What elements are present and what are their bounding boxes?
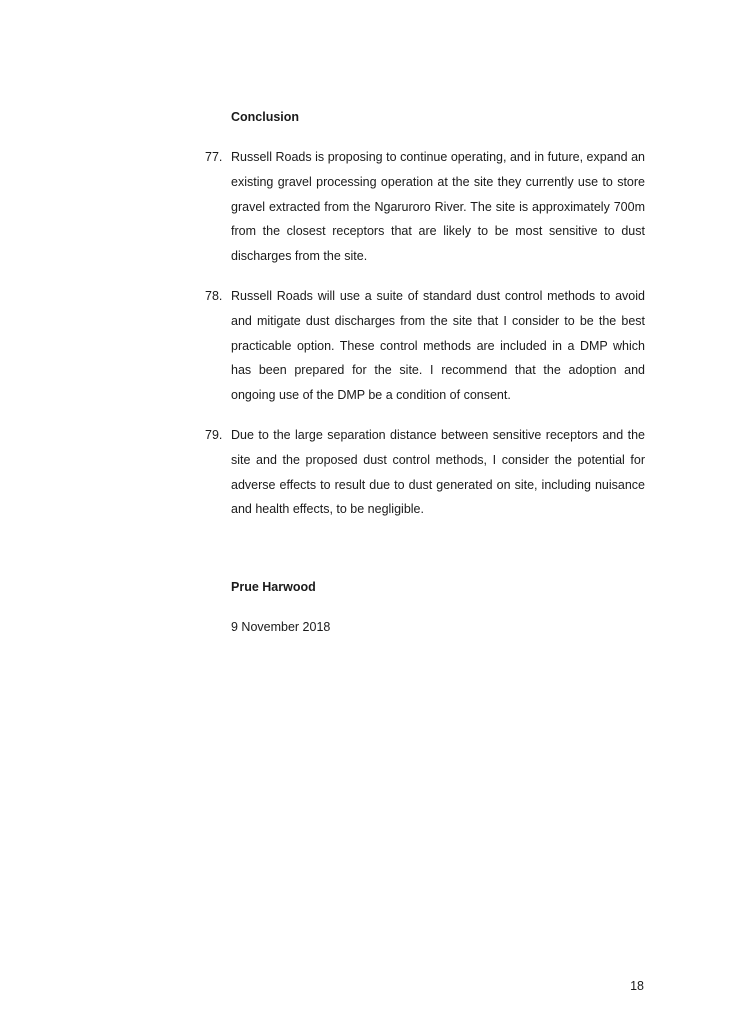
page-number: 18 bbox=[630, 979, 644, 993]
signature-date: 9 November 2018 bbox=[231, 620, 331, 634]
section-heading: Conclusion bbox=[231, 110, 300, 124]
paragraph-number: 77. bbox=[205, 150, 223, 164]
numbered-paragraph bbox=[205, 284, 645, 408]
paragraph-text: Due to the large separation distance between sensitive receptors and the site and the proposed dust control methods, I consider the potential for adverse effects to result due to dust generated on site, including nuisance and health effects, to be negligible. bbox=[231, 428, 645, 517]
paragraph-text: Russell Roads is proposing to continue operating, and in future, expand an existing gravel processing operation at the site they currently use to store gravel extracted from the Ngaruroro River. The site is approximately 700m from the closest receptors that are likely to be most sensitive to dust discharges from the site. bbox=[231, 150, 645, 264]
signatory-name: Prue Harwood bbox=[231, 580, 316, 594]
paragraph-number: 78. bbox=[205, 289, 223, 303]
paragraph-text: Russell Roads will use a suite of standard dust control methods to avoid and mitigate dust discharges from the site that I consider to be the best practicable option. These control methods are included in a DMP which has been prepared for the site. I recommend that the adoption and ongoing use of the DMP be a condition of consent. bbox=[231, 289, 645, 403]
paragraph-number: 79. bbox=[205, 428, 223, 442]
numbered-paragraph bbox=[205, 145, 645, 269]
numbered-paragraph bbox=[205, 423, 645, 522]
